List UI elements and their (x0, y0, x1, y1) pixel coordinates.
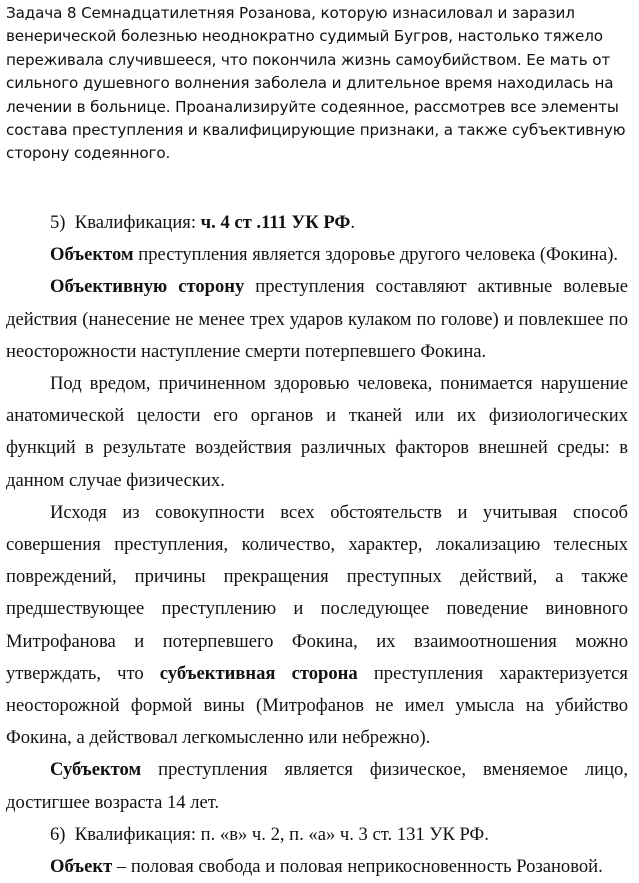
qualification-article: ч. 4 ст .111 УК РФ (200, 212, 351, 233)
paragraph-objective-side (6, 271, 628, 368)
subjective-side-text-a: Исходя из совокупности всех обстоятельств и учитывая способ совершения преступления, количество, характер, локализацию телесных повреждений, причины прекращения преступных действий, а также предшествующее преступлению и последующее поведение виновного Митрофанова и потерпевшего Фокина, их взаимоотношения можно утверждать, что (6, 501, 628, 684)
term-objective-side: Объективную сторону (50, 276, 245, 298)
term-subject: Субъектом (50, 759, 142, 781)
task-text: Задача 8 Семнадцатилетняя Розанова, которую изнасиловал и заразил венерической болезнью неоднократно судимый Бугров, настолько тяжело переживала случившееся, что покончила жизнь самоубийством. Ее мать от сильного душевного волнения заболела и длительное время находилась на лечении в больнице. Проанализируйте содеянное, рассмотрев все элементы состава преступления и квалифицирующие признаки, а также субъективную сторону содеянного. (6, 4, 626, 163)
harm-text: Под вредом, причиненном здоровью человека, понимается нарушение анатомической целости его органов и тканей или их физиологических функций в результате воздействия различных факторов внешней среды: в данном случае физических. (6, 373, 628, 491)
item-number: 6) (50, 823, 66, 845)
object-text: преступления является здоровье другого человека (Фокина). (133, 244, 619, 266)
term-object-6: Объект (50, 856, 113, 878)
paragraph-subject (6, 754, 628, 818)
paragraph-object-6 (6, 851, 628, 883)
paragraph-harm (6, 368, 628, 497)
answer-body (6, 207, 628, 883)
term-subjective-side: субъективная сторона (159, 662, 358, 684)
task-statement (6, 2, 636, 166)
qualification-end: . (350, 212, 355, 233)
subject-text: преступления является физическое, вменяемое лицо, достигшее возраста 14 лет. (6, 759, 628, 813)
paragraph-object (6, 239, 628, 271)
subjective-side-text-b: преступления характеризуется неосторожной формой вины (Митрофанов не имел умысла на убийство Фокина, а действовал легкомысленно или небрежно). (6, 662, 628, 749)
objective-side-text: преступления составляют активные волевые действия (нанесение не менее трех ударов кулаком по голове) и повлекшее по неосторожности наступление смерти потерпевшего Фокина. (6, 276, 628, 362)
item-number: 5) (50, 212, 66, 233)
term-object: Объектом (50, 244, 134, 266)
paragraph-qualification-5 (6, 207, 628, 239)
qualification-label: Квалификация: (74, 212, 201, 233)
paragraph-qualification-6 (6, 819, 628, 851)
qualification-text: Квалификация: п. «в» ч. 2, п. «а» ч. 3 ст. 131 УК РФ. (74, 823, 489, 845)
object-6-text: – половая свобода и половая неприкосновенность Розановой. (112, 856, 603, 878)
paragraph-subjective-side (6, 497, 628, 755)
